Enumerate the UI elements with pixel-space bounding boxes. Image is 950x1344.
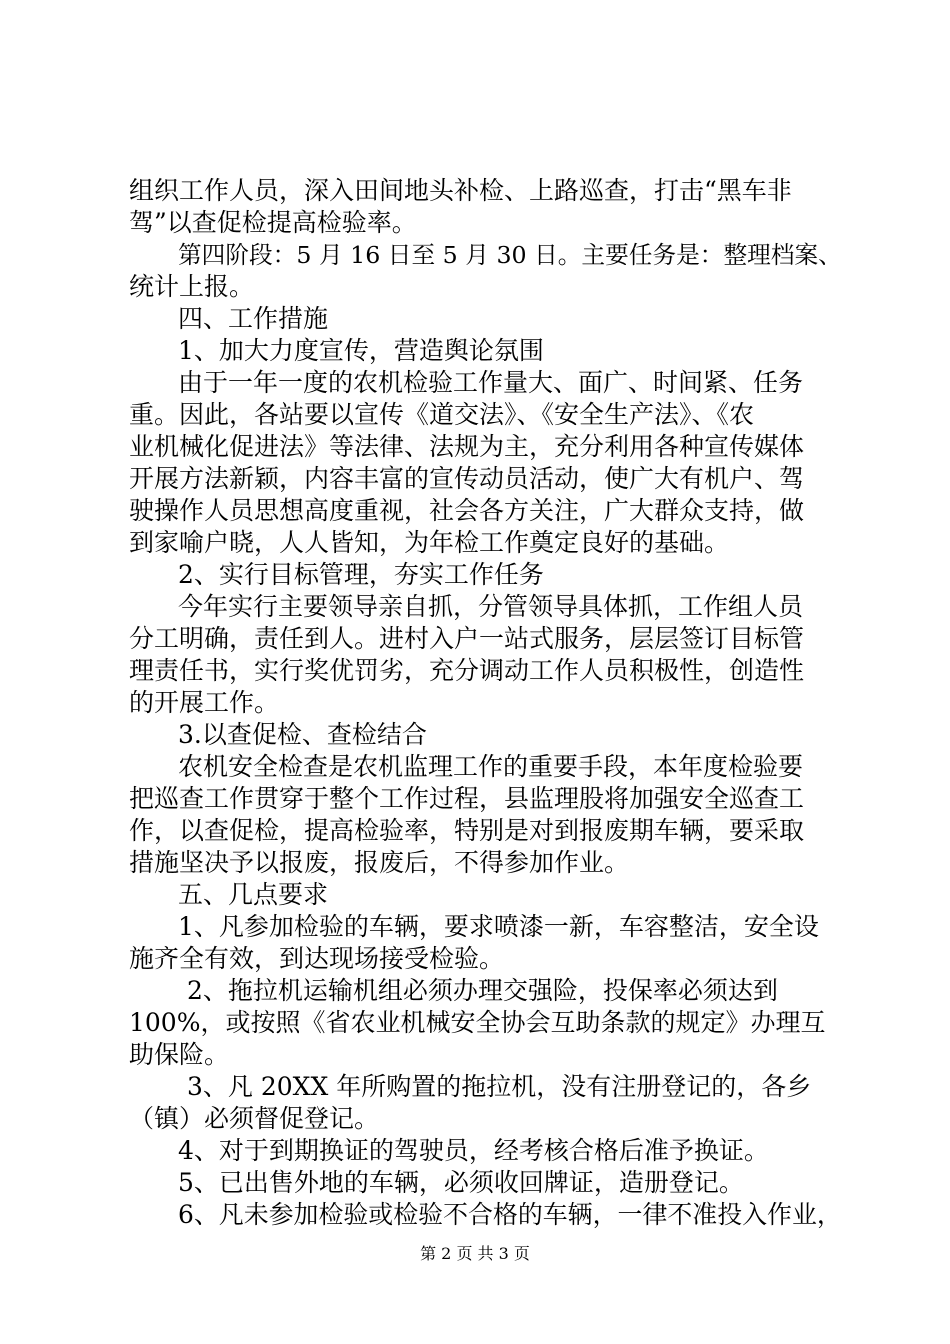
- text-line: 统计上报。: [129, 272, 255, 301]
- text-line: 驶操作人员思想高度重视，社会各方关注，广大群众支持，做: [129, 496, 805, 525]
- text-line: 措施坚决予以报废，报废后，不得参加作业。: [129, 848, 630, 877]
- text-line: 开展方法新颖，内容丰富的宣传动员活动，使广大有机户、驾: [129, 464, 805, 493]
- text-line: 组织工作人员，深入田间地头补检、上路巡查，打击“黑车非: [129, 176, 792, 205]
- section-heading: 五、几点要求: [178, 880, 329, 909]
- text-line: 今年实行主要领导亲自抓，分管领导具体抓，工作组人员: [178, 592, 804, 621]
- text-line: 1、凡参加检验的车辆，要求喷漆一新，车容整洁，安全设: [178, 912, 819, 941]
- page-footer: 第 2 页 共 3 页: [420, 1244, 530, 1263]
- text-line: 助保险。: [129, 1040, 230, 1069]
- subsection-heading: 1、加大力度宣传，营造舆论氛围: [178, 336, 544, 365]
- text-line: 作，以查促检，提高检验率，特别是对到报废期车辆，要采取: [129, 816, 805, 845]
- text-line: 分工明确，责任到人。进村入户一站式服务，层层签订目标管: [129, 624, 805, 653]
- subsection-heading: 2、实行目标管理，夯实工作任务: [178, 560, 544, 589]
- section-heading: 四、工作措施: [178, 304, 329, 333]
- text-line: 100%，或按照《省农业机械安全协会互助条款的规定》办理互: [129, 1008, 826, 1037]
- text-line: 把巡查工作贯穿于整个工作过程，县监理股将加强安全巡查工: [129, 784, 805, 813]
- text-line: 理责任书，实行奖优罚劣，充分调动工作人员积极性，创造性: [129, 656, 805, 685]
- text-line: （镇）必须督促登记。: [129, 1104, 380, 1133]
- text-line: 2、拖拉机运输机组必须办理交强险，投保率必须达到: [187, 976, 778, 1005]
- text-line: 到家喻户晓，人人皆知，为年检工作奠定良好的基础。: [129, 528, 730, 557]
- subsection-heading: 3.以查促检、查检结合: [178, 720, 427, 749]
- text-line: 施齐全有效，到达现场接受检验。: [129, 944, 505, 973]
- text-line: 重。因此，各站要以宣传《道交法》、《安全生产法》、《农: [129, 400, 755, 429]
- text-line: 农机安全检查是农机监理工作的重要手段，本年度检验要: [178, 752, 804, 781]
- text-line: 业机械化促进法》等法律、法规为主，充分利用各种宣传媒体: [129, 432, 805, 461]
- text-line: 的开展工作。: [129, 688, 280, 717]
- text-line: 5、已出售外地的车辆，必须收回牌证，造册登记。: [178, 1168, 744, 1197]
- text-line: 4、对于到期换证的驾驶员，经考核合格后准予换证。: [178, 1136, 769, 1165]
- text-line: 6、凡未参加检验或检验不合格的车辆，一律不准投入作业，: [178, 1200, 842, 1229]
- text-line: 由于一年一度的农机检验工作量大、面广、时间紧、任务: [178, 368, 804, 397]
- text-line: 第四阶段：5 月 16 日至 5 月 30 日。主要任务是：整理档案、: [178, 241, 842, 269]
- text-line: 驾”以查促检提高检验率。: [129, 208, 417, 237]
- text-line: 3、凡 20XX 年所购置的拖拉机，没有注册登记的，各乡: [187, 1072, 812, 1101]
